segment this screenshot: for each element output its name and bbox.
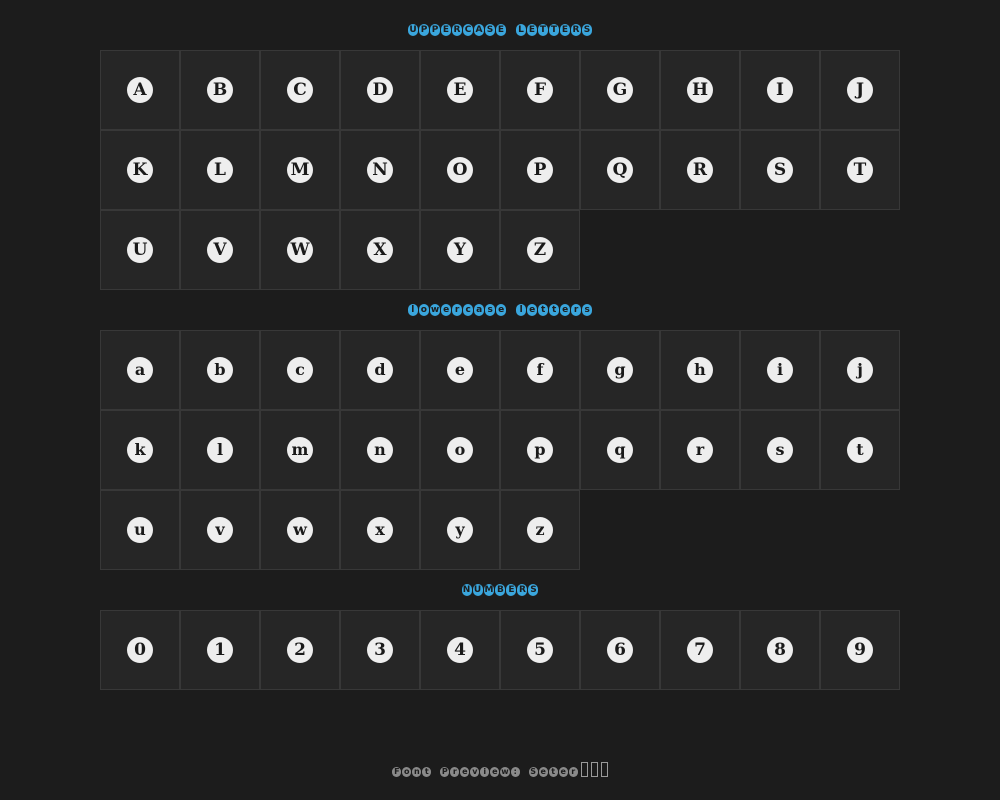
glyph-cell-uppercase-23: [340, 210, 420, 290]
glyph-cell-lowercase-15: [500, 410, 580, 490]
title-letter: R: [519, 585, 526, 595]
title-letter: L: [516, 24, 526, 36]
title-space: [507, 300, 515, 320]
glyph: e: [447, 357, 473, 383]
glyph-cell-uppercase-20: [100, 210, 180, 290]
glyph: W: [287, 237, 313, 263]
title-letter: M: [484, 585, 494, 595]
glyph-cell-lowercase-14: [420, 410, 500, 490]
glyph: G: [607, 77, 633, 103]
glyph-cell-lowercase-18: [740, 410, 820, 490]
glyph: x: [367, 517, 393, 543]
glyph-cell-uppercase-16: [580, 130, 660, 210]
glyph: q: [607, 437, 633, 463]
glyph-cell-uppercase-25: [500, 210, 580, 290]
glyph-cell-uppercase-18: [740, 130, 820, 210]
glyph: D: [367, 77, 393, 103]
footer-letter: v: [472, 767, 478, 776]
title-letter: r: [571, 304, 581, 316]
glyph-cell-uppercase-24: [420, 210, 500, 290]
footer-letter: i: [480, 767, 489, 777]
glyph: f: [527, 357, 553, 383]
footer-letter: :: [511, 767, 520, 777]
glyph-cell-lowercase-12: [260, 410, 340, 490]
glyph: r: [687, 437, 713, 463]
glyph-cell-lowercase-4: [420, 330, 500, 410]
glyph: 3: [367, 637, 393, 663]
glyph: 7: [687, 637, 713, 663]
glyph-cell-lowercase-23: [340, 490, 420, 570]
title-letter: B: [497, 585, 504, 595]
title-letter: l: [408, 304, 418, 316]
title-letter: S: [530, 585, 537, 595]
glyph: 0: [127, 637, 153, 663]
title-letter: A: [475, 25, 483, 35]
missing-glyph-box: [581, 762, 588, 777]
glyph-cell-lowercase-19: [820, 410, 900, 490]
glyph-cell-numbers-0: [100, 610, 180, 690]
footer-letter: w: [501, 767, 509, 776]
title-letter: E: [561, 25, 569, 35]
glyph: N: [367, 157, 393, 183]
title-letter: r: [452, 304, 462, 316]
glyph-cell-lowercase-1: [180, 330, 260, 410]
glyph-cell-lowercase-7: [660, 330, 740, 410]
glyph-cell-uppercase-6: [580, 50, 660, 130]
title-letter: e: [443, 305, 450, 315]
glyph-cell-lowercase-2: [260, 330, 340, 410]
glyph-cell-lowercase-24: [420, 490, 500, 570]
glyph: d: [367, 357, 393, 383]
glyph: s: [767, 437, 793, 463]
glyph: U: [127, 237, 153, 263]
glyph: k: [127, 437, 153, 463]
glyph-cell-uppercase-12: [260, 130, 340, 210]
glyph-cell-uppercase-11: [180, 130, 260, 210]
glyph-cell-numbers-6: [580, 610, 660, 690]
glyph-cell-numbers-8: [740, 610, 820, 690]
glyph: J: [847, 77, 873, 103]
glyph-cell-uppercase-9: [820, 50, 900, 130]
glyph-cell-lowercase-0: [100, 330, 180, 410]
glyph: t: [847, 437, 873, 463]
glyph-cell-uppercase-5: [500, 50, 580, 130]
glyph: j: [847, 357, 873, 383]
section-title-lowercase: [0, 300, 1000, 320]
glyph: y: [447, 517, 473, 543]
footer-letter: P: [441, 767, 448, 776]
glyph-cell-lowercase-10: [100, 410, 180, 490]
glyph: P: [527, 157, 553, 183]
title-letter: S: [583, 25, 591, 35]
title-letter: E: [508, 585, 515, 595]
glyph: 1: [207, 637, 233, 663]
glyph: O: [447, 157, 473, 183]
footer-letter: t: [422, 767, 431, 777]
glyph: n: [367, 437, 393, 463]
glyph-cell-uppercase-7: [660, 50, 740, 130]
glyph: 8: [767, 637, 793, 663]
glyph-cell-uppercase-3: [340, 50, 420, 130]
glyph: K: [127, 157, 153, 183]
glyph-cell-uppercase-2: [260, 50, 340, 130]
glyph: u: [127, 517, 153, 543]
title-letter: w: [430, 305, 440, 315]
glyph-cell-numbers-5: [500, 610, 580, 690]
glyph: F: [527, 77, 553, 103]
glyph: H: [687, 77, 713, 103]
glyph-cell-uppercase-1: [180, 50, 260, 130]
glyph-cell-numbers-7: [660, 610, 740, 690]
footer-letter: e: [492, 767, 498, 776]
glyph-cell-lowercase-5: [500, 330, 580, 410]
glyph: X: [367, 237, 393, 263]
glyph-cell-uppercase-13: [340, 130, 420, 210]
glyph: 4: [447, 637, 473, 663]
glyph: 2: [287, 637, 313, 663]
glyph: i: [767, 357, 793, 383]
glyph-cell-lowercase-9: [820, 330, 900, 410]
section-title-uppercase: [0, 20, 1000, 40]
footer-credit: [0, 762, 1000, 777]
title-letter: T: [539, 25, 547, 35]
title-letter: E: [528, 25, 536, 35]
title-letter: R: [453, 25, 461, 35]
section-title-numbers: [0, 580, 1000, 600]
footer-letter: t: [549, 767, 558, 777]
glyph-cell-uppercase-15: [500, 130, 580, 210]
glyph-cell-uppercase-21: [180, 210, 260, 290]
footer-letter: e: [462, 767, 468, 776]
glyph-cell-lowercase-6: [580, 330, 660, 410]
title-letter: T: [550, 25, 558, 35]
title-letter: e: [562, 305, 569, 315]
title-letter: E: [497, 25, 505, 35]
glyph-cell-uppercase-8: [740, 50, 820, 130]
glyph-grid-numbers: [100, 610, 900, 690]
title-letter: N: [462, 585, 471, 595]
glyph: w: [287, 517, 313, 543]
glyph: A: [127, 77, 153, 103]
glyph: M: [287, 157, 313, 183]
glyph: 9: [847, 637, 873, 663]
title-letter: U: [409, 25, 417, 35]
glyph-cell-uppercase-0: [100, 50, 180, 130]
title-letter: s: [485, 304, 495, 316]
glyph: h: [687, 357, 713, 383]
glyph-cell-uppercase-14: [420, 130, 500, 210]
footer-letter: S: [530, 767, 537, 776]
glyph: m: [287, 437, 313, 463]
glyph: Z: [527, 237, 553, 263]
title-letter: E: [442, 25, 450, 35]
title-letter: P: [420, 25, 428, 35]
glyph-cell-lowercase-11: [180, 410, 260, 490]
glyph: z: [527, 517, 553, 543]
glyph: v: [207, 517, 233, 543]
missing-glyph-box: [601, 762, 608, 777]
title-letter: S: [486, 25, 494, 35]
title-letter: U: [473, 585, 482, 595]
glyph-cell-uppercase-17: [660, 130, 740, 210]
glyph: L: [207, 157, 233, 183]
glyph-cell-numbers-2: [260, 610, 340, 690]
title-letter: c: [463, 304, 473, 316]
title-letter: s: [582, 304, 592, 316]
glyph-cell-uppercase-22: [260, 210, 340, 290]
glyph-cell-lowercase-17: [660, 410, 740, 490]
title-letter: t: [549, 304, 559, 316]
glyph-cell-uppercase-4: [420, 50, 500, 130]
glyph: E: [447, 77, 473, 103]
glyph: S: [767, 157, 793, 183]
glyph: I: [767, 77, 793, 103]
glyph: T: [847, 157, 873, 183]
title-letter: C: [464, 25, 472, 35]
glyph-cell-lowercase-20: [100, 490, 180, 570]
title-letter: a: [476, 305, 483, 315]
glyph-cell-lowercase-3: [340, 330, 420, 410]
glyph-cell-lowercase-25: [500, 490, 580, 570]
glyph: C: [287, 77, 313, 103]
glyph: l: [207, 437, 233, 463]
footer-letter: r: [450, 767, 459, 777]
glyph: Y: [447, 237, 473, 263]
glyph-cell-numbers-1: [180, 610, 260, 690]
missing-glyph-box: [591, 762, 598, 777]
glyph: R: [687, 157, 713, 183]
title-letter: e: [498, 305, 505, 315]
footer-letter: r: [569, 767, 578, 777]
glyph: Q: [607, 157, 633, 183]
glyph: 5: [527, 637, 553, 663]
glyph-cell-numbers-4: [420, 610, 500, 690]
glyph-grid-uppercase: [100, 50, 900, 290]
glyph: o: [447, 437, 473, 463]
glyph: 6: [607, 637, 633, 663]
title-letter: o: [420, 305, 427, 315]
glyph-cell-uppercase-19: [820, 130, 900, 210]
glyph: V: [207, 237, 233, 263]
footer-letter: e: [560, 767, 566, 776]
glyph: c: [287, 357, 313, 383]
glyph-cell-lowercase-21: [180, 490, 260, 570]
glyph: B: [207, 77, 233, 103]
glyph-cell-lowercase-13: [340, 410, 420, 490]
glyph-cell-lowercase-8: [740, 330, 820, 410]
title-letter: l: [516, 304, 526, 316]
glyph-cell-numbers-3: [340, 610, 420, 690]
footer-letter: n: [413, 767, 420, 776]
glyph: g: [607, 357, 633, 383]
glyph-cell-lowercase-16: [580, 410, 660, 490]
title-space: [507, 20, 515, 40]
title-letter: t: [538, 304, 548, 316]
glyph: p: [527, 437, 553, 463]
footer-letter: e: [540, 767, 546, 776]
glyph-cell-lowercase-22: [260, 490, 340, 570]
glyph: b: [207, 357, 233, 383]
glyph: a: [127, 357, 153, 383]
glyph-cell-uppercase-10: [100, 130, 180, 210]
title-letter: e: [529, 305, 536, 315]
footer-letter: F: [394, 767, 400, 776]
title-letter: P: [431, 25, 439, 35]
footer-letter: o: [404, 767, 410, 776]
title-letter: R: [572, 25, 580, 35]
glyph-grid-lowercase: [100, 330, 900, 570]
glyph-cell-numbers-9: [820, 610, 900, 690]
